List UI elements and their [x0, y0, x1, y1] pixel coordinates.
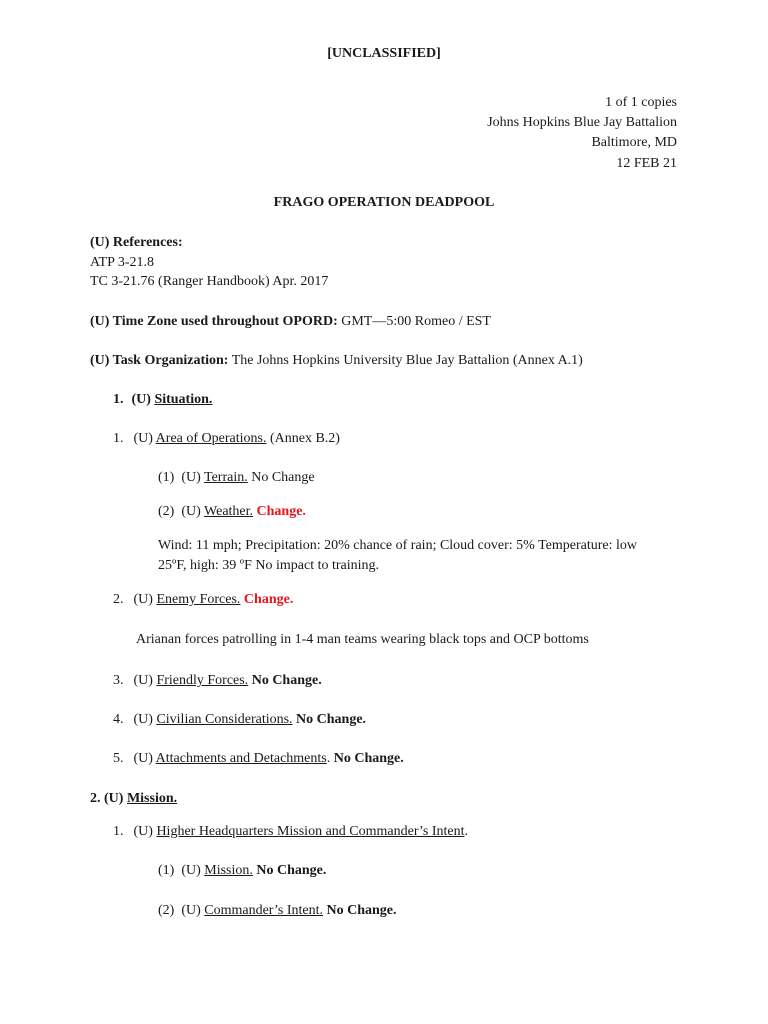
- classification-marking: [UNCLASSIFIED]: [327, 46, 441, 61]
- time-zone-label: (U) Time Zone used throughout OPORD:: [90, 314, 338, 329]
- reference-item: TC 3-21.76 (Ranger Handbook) Apr. 2017: [90, 274, 329, 289]
- time-zone-line: [90, 313, 491, 331]
- mission-title: Mission.: [126, 791, 178, 806]
- situation-item-civilian-considerations: 4. (U) Civilian Considerations. No Change.: [113, 712, 367, 727]
- copies-line: 1 of 1 copies: [605, 95, 677, 110]
- enemy-forces-details: Arianan forces patrolling in 1-4 man teams wearing black tops and OCP bottoms: [136, 632, 589, 647]
- situation-item-friendly-forces: 3. (U) Friendly Forces. No Change.: [113, 673, 322, 688]
- situation-item-enemy-forces: 2. (U) Enemy Forces. Change.: [113, 592, 294, 607]
- subitem-weather: (2) (U) Weather. Change.: [158, 504, 306, 519]
- situation-item-attachments: 5. (U) Attachments and Detachments. No Change.: [113, 751, 404, 766]
- location-line: Baltimore, MD: [591, 135, 677, 150]
- status-text: No Change.: [251, 673, 322, 688]
- time-zone-value: GMT—5:00 Romeo / EST: [337, 314, 491, 329]
- change-status: Change.: [243, 592, 294, 607]
- unit-line: Johns Hopkins Blue Jay Battalion: [487, 115, 677, 130]
- situation-heading: 1. (U) Situation.: [113, 392, 213, 407]
- situation-title: Situation.: [154, 392, 213, 407]
- change-status: Change.: [256, 504, 306, 519]
- mission-item-higher-hq: 1. (U) Higher Headquarters Mission and Commander’s Intent.: [113, 824, 468, 839]
- subitem-commanders-intent: (2) (U) Commander’s Intent. No Change.: [158, 903, 397, 918]
- status-text: No Change.: [256, 863, 327, 878]
- section-number: 1.: [113, 392, 124, 407]
- weather-details: 25ºF, high: 39 ºF No impact to training.: [158, 558, 380, 573]
- status-text: No Change.: [333, 751, 404, 766]
- status-text: No Change.: [296, 712, 367, 727]
- subitem-mission: (1) (U) Mission. No Change.: [158, 863, 327, 878]
- task-organization-line: [90, 352, 583, 370]
- references-label: (U) References:: [90, 235, 183, 250]
- task-organization-value: The Johns Hopkins University Blue Jay Battalion (Annex A.1): [228, 353, 583, 368]
- situation-item-area-of-operations: 1. (U) Area of Operations. (Annex B.2): [113, 431, 340, 446]
- task-organization-label: (U) Task Organization:: [90, 353, 229, 368]
- weather-details: Wind: 11 mph; Precipitation: 20% chance of rain; Cloud cover: 5% Temperature: low: [158, 538, 637, 553]
- date-line: 12 FEB 21: [616, 156, 677, 171]
- reference-item: ATP 3-21.8: [90, 255, 155, 270]
- mission-heading: 2. (U) Mission.: [90, 791, 178, 806]
- status-text: No Change.: [326, 903, 397, 918]
- document-title: FRAGO OPERATION DEADPOOL: [273, 195, 495, 210]
- subitem-terrain: (1) (U) Terrain. No Change: [158, 470, 315, 485]
